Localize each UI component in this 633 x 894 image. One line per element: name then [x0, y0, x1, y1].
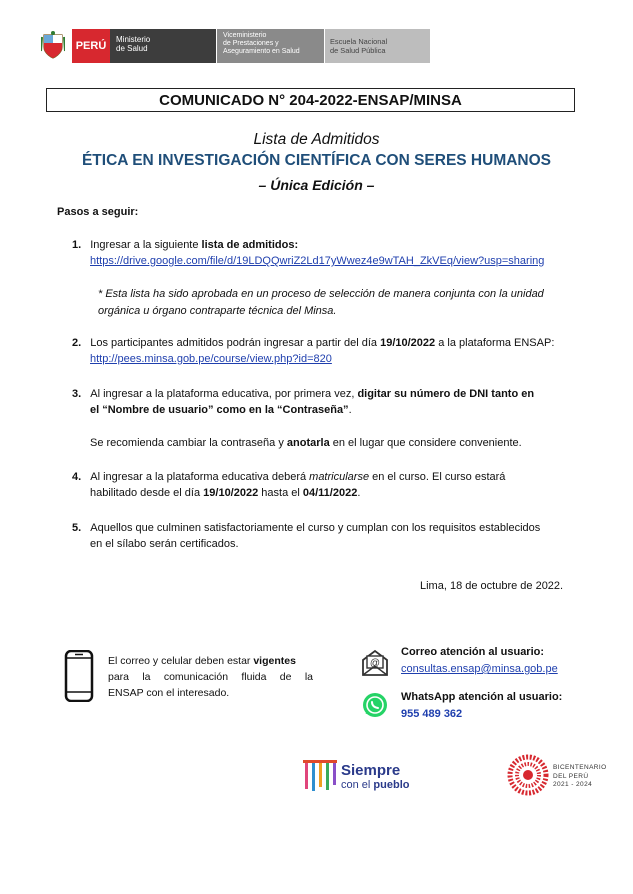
admitted-list-link[interactable]: https://drive.google.com/file/d/19LDQQwriZ2Ld17yWwez4e9wTAH_ZkVEq/view?usp=sharing: [90, 255, 545, 267]
step-3: 3. Al ingresar a la plataforma educativa, por primera vez, digitar su número de DNI tanto en: [72, 388, 535, 400]
email-link[interactable]: consultas.ensap@minsa.gob.pe: [401, 663, 558, 675]
bicentenario-logo-mark: [507, 754, 549, 801]
approval-note: * Esta lista ha sido aprobada en un proceso de selección de manera conjunta con la unidad orgánica u órgano contraparte técnica del Minsa.: [98, 288, 544, 317]
step-1: 1. Ingresar a la siguiente lista de admitidos:: [72, 239, 299, 251]
viceministerio-label: Viceministerio de Prestaciones y Aseguramiento en Salud: [216, 29, 324, 63]
peru-logo: PERÚ: [72, 29, 110, 63]
siempre-logo-text: Siempre: [341, 762, 401, 779]
step-2: 2. Los participantes admitidos podrán ingresar a partir del día 19/10/2022 a la plataforma ENSAP:: [72, 337, 555, 349]
email-icon: [360, 648, 390, 683]
subtitle-list: Lista de Admitidos: [253, 131, 380, 148]
bicentenario-logo-text: BICENTENARIO DEL PERÚ 2021 - 2024: [553, 764, 607, 788]
coat-of-arms-icon: [40, 29, 66, 63]
escuela-label: Escuela Nacional de Salud Pública: [324, 29, 430, 63]
step-5: 5. Aquellos que culminen satisfactoriamente el curso y cumplan con los requisitos establecidos: [72, 522, 541, 534]
svg-text:@: @: [369, 658, 381, 669]
whatsapp-label: WhatsApp atención al usuario:: [401, 691, 563, 703]
whatsapp-icon: [362, 692, 388, 723]
platform-link[interactable]: http://pees.minsa.gob.pe/course/view.php?id=820: [90, 353, 332, 365]
mobile-phone-icon: [64, 650, 94, 707]
contact-note: El correo y celular deben estar vigentes para la comunicación fluida de la ENSAP con el interesado.: [108, 655, 313, 699]
date-place: Lima, 18 de octubre de 2022.: [420, 580, 564, 592]
step-4-line2: habilitado desde el día 19/10/2022 hasta el 04/11/2022.: [90, 487, 361, 499]
siempre-logo-subtext: con el pueblo: [341, 779, 410, 791]
subtitle-edition: – Única Edición –: [258, 177, 375, 193]
header-logos: [40, 29, 430, 63]
whatsapp-number[interactable]: 955 489 362: [401, 708, 463, 720]
step-4: 4. Al ingresar a la plataforma educativa deberá matricularse en el curso. El curso estará: [72, 471, 506, 483]
document-title: COMUNICADO N° 204-2022-ENSAP/MINSA: [46, 88, 575, 112]
siempre-logo-mark: [302, 757, 338, 798]
step-3-line2: el “Nombre de usuario” como en la “Contraseña”.: [90, 404, 352, 416]
email-label: Correo atención al usuario:: [401, 646, 545, 658]
step-3-recommendation: Se recomienda cambiar la contraseña y anotarla en el lugar que considere conveniente.: [90, 437, 522, 449]
steps-heading: Pasos a seguir:: [57, 206, 139, 218]
ministerio-label: Ministerio de Salud: [110, 29, 216, 63]
step-5-line2: en el sílabo serán certificados.: [90, 538, 239, 550]
subtitle-course: ÉTICA EN INVESTIGACIÓN CIENTÍFICA CON SERES HUMANOS: [81, 152, 552, 169]
